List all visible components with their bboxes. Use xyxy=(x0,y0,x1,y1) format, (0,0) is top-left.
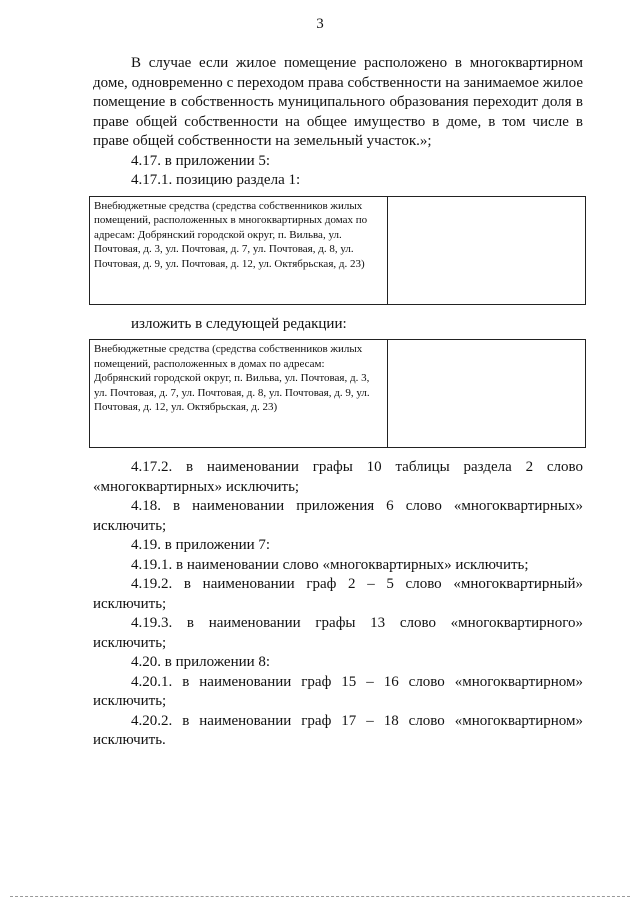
paragraph-4-19-3: 4.19.3. в наименовании графы 13 слово «многоквартирного» исключить; xyxy=(93,615,583,651)
page-number: 3 xyxy=(316,16,324,32)
paragraph-intro: В случае если жилое помещение расположено в многоквартирном доме, одновременно с переходом права собственности на занимаемое жилое помещение в собственность муниципального образования переходит доля в праве общей собственности на общее имущество в доме, в том числе в праве общей собственности на земельный участок.»; xyxy=(93,55,583,149)
table-cell-funding-source: Внебюджетные средства (средства собственников жилых помещений, расположенных в домах по адресам: Добрянский городской округ, п. Вильва, ул. Почтовая, д. 3, ул. Почтовая, д. 7, ул. Почтовая, д. 8, ул. Почтовая, д. 9, ул. Почтовая, д. 12, ул. Октябрьская, д. 23) xyxy=(90,340,388,448)
paragraph-4-20-1: 4.20.1. в наименовании граф 15 – 16 слово «многоквартирном» исключить; xyxy=(93,673,583,709)
paragraph-4-19-2: 4.19.2. в наименовании граф 2 – 5 слово «многоквартирный» исключить; xyxy=(93,576,583,612)
footer-divider xyxy=(10,896,630,897)
table-cell-empty xyxy=(388,340,586,448)
table-row xyxy=(90,340,586,448)
paragraph-redaction: изложить в следующей редакции: xyxy=(131,315,347,332)
paragraph-4-20-2: 4.20.2. в наименовании граф 17 – 18 слово «многоквартирном» исключить. xyxy=(93,712,583,748)
table-cell-funding-source: Внебюджетные средства (средства собственников жилых помещений, расположенных в многоквартирных домах по адресам: Добрянский городской округ, п. Вильва, ул. Почтовая, д. 3, ул. Почтовая, д. 7, ул. Почтовая, д. 8, ул. Почтовая, д. 9, ул. Почтовая, д. 12, ул. Октябрьская, д. 23) xyxy=(90,196,388,304)
paragraph-4-18: 4.18. в наименовании приложения 6 слово «многоквартирных» исключить; xyxy=(93,498,583,534)
paragraph-4-17: 4.17. в приложении 5: xyxy=(131,152,271,169)
table-row xyxy=(90,196,586,304)
position-table-new xyxy=(89,339,586,448)
paragraph-4-20: 4.20. в приложении 8: xyxy=(131,654,271,670)
paragraph-4-19: 4.19. в приложении 7: xyxy=(131,537,271,553)
position-table-old xyxy=(89,196,586,305)
paragraph-4-19-1: 4.19.1. в наименовании слово «многоквартирных» исключить; xyxy=(131,556,529,573)
paragraph-4-17-2: 4.17.2. в наименовании графы 10 таблицы раздела 2 слово «многоквартирных» исключить; xyxy=(93,459,583,495)
document-body xyxy=(93,54,583,751)
paragraph-4-17-1: 4.17.1. позицию раздела 1: xyxy=(131,172,301,188)
table-cell-empty xyxy=(388,196,586,304)
